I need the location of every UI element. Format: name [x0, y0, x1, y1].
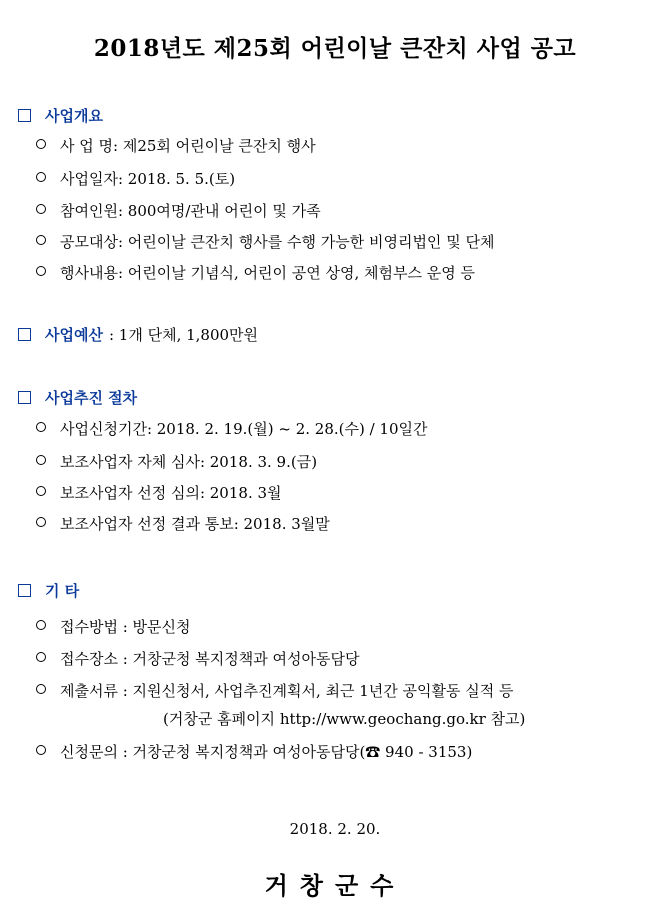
list-item: 접수장소 : 거창군청 복지정책과 여성아동담당 [36, 648, 359, 669]
list-item: 신청문의 : 거창군청 복지정책과 여성아동담당(☎ 940 - 3153) [36, 741, 472, 762]
list-item: 사업일자: 2018. 5. 5.(토) [36, 168, 235, 189]
section-heading-text: 사업추진 절차 [45, 389, 138, 407]
circle-bullet-icon [36, 745, 46, 755]
section-heading-text: 기 타 [45, 582, 80, 600]
section-heading-text: 사업예산 [45, 326, 103, 344]
section-heading-budget [18, 324, 258, 345]
circle-bullet-icon [36, 139, 46, 149]
circle-bullet-icon [36, 684, 46, 694]
list-item: 사 업 명: 제25회 어린이날 큰잔치 행사 [36, 135, 316, 156]
circle-bullet-icon [36, 204, 46, 214]
issuer-name: 거창군수 [264, 871, 406, 900]
announcement-date: 2018. 2. 20. [289, 820, 381, 838]
section-heading-text: 사업개요 [45, 107, 103, 125]
list-item: 보조사업자 자체 심사: 2018. 3. 9.(금) [36, 451, 317, 472]
section-heading-other [18, 580, 79, 601]
budget-amount: : 1개 단체, 1,800만원 [108, 326, 259, 344]
list-item: 공모대상: 어린이날 큰잔치 행사를 수행 가능한 비영리법인 및 단체 [36, 231, 494, 252]
section-heading-procedure [18, 387, 137, 408]
page-title: 2018년도 제25회 어린이날 큰잔치 사업 공고 [93, 35, 577, 62]
circle-bullet-icon [36, 652, 46, 662]
circle-bullet-icon [36, 172, 46, 182]
list-item: 접수방법 : 방문신청 [36, 616, 191, 637]
circle-bullet-icon [36, 455, 46, 465]
documents-note: (거창군 홈페이지 http://www.geochang.go.kr 참고) [163, 710, 526, 728]
circle-bullet-icon [36, 422, 46, 432]
square-bullet-icon [18, 328, 31, 341]
list-item: 참여인원: 800여명/관내 어린이 및 가족 [36, 200, 321, 221]
list-item: 행사내용: 어린이날 기념식, 어린이 공연 상영, 체험부스 운영 등 [36, 262, 475, 283]
circle-bullet-icon [36, 517, 46, 527]
circle-bullet-icon [36, 235, 46, 245]
square-bullet-icon [18, 584, 31, 597]
list-item: 보조사업자 선정 결과 통보: 2018. 3월말 [36, 513, 330, 534]
list-item: 보조사업자 선정 심의: 2018. 3월 [36, 482, 282, 503]
circle-bullet-icon [36, 486, 46, 496]
circle-bullet-icon [36, 620, 46, 630]
section-heading-overview [18, 105, 103, 126]
square-bullet-icon [18, 109, 31, 122]
circle-bullet-icon [36, 266, 46, 276]
square-bullet-icon [18, 391, 31, 404]
list-item: 사업신청기간: 2018. 2. 19.(월) ~ 2. 28.(수) / 10일간 [36, 418, 428, 439]
list-item: 제출서류 : 지원신청서, 사업추진계획서, 최근 1년간 공익활동 실적 등 [36, 680, 514, 701]
